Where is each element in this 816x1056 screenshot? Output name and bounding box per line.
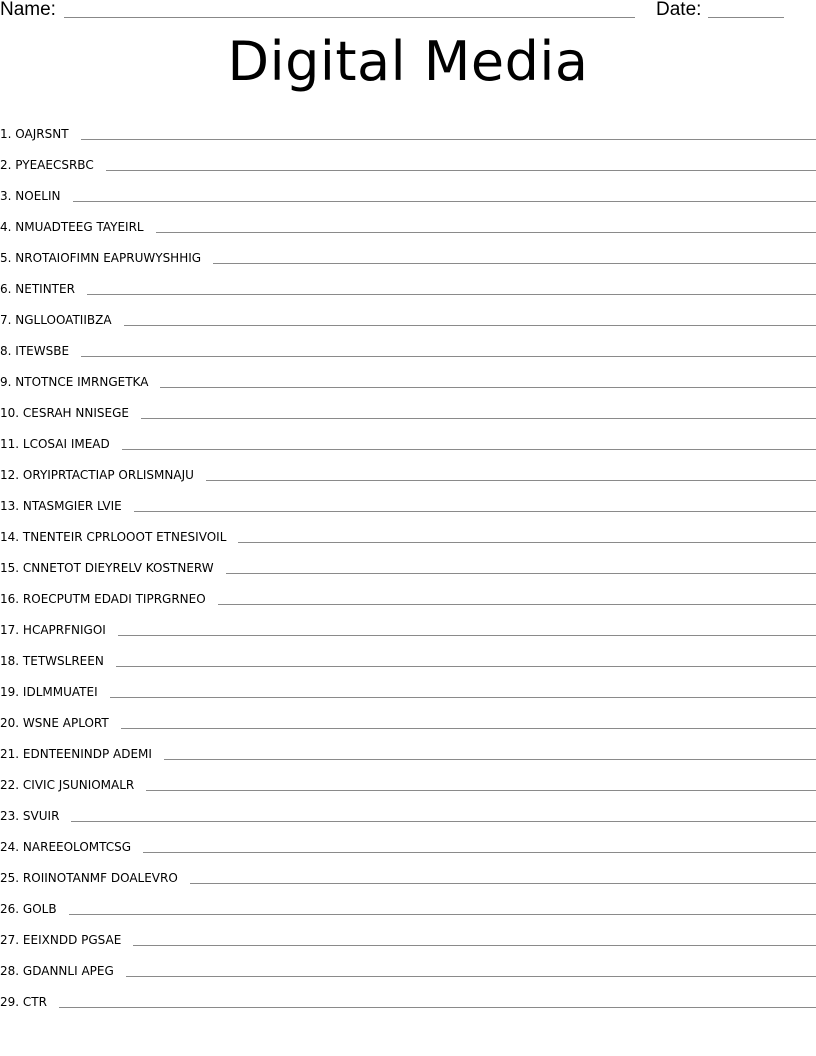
item-letters: LCOSAI IMEAD: [22, 437, 110, 451]
item-number: 2.: [0, 158, 12, 172]
item-letters: ROECPUTM EDADI TIPRGRNEO: [22, 592, 206, 606]
answer-line[interactable]: [213, 263, 816, 264]
scrambled-word: [0, 498, 122, 515]
answer-line[interactable]: [106, 170, 816, 171]
list-item: [0, 577, 816, 608]
item-letters: CTR: [22, 995, 47, 1009]
item-number: 27.: [0, 933, 20, 947]
item-number: 28.: [0, 964, 20, 978]
answer-line[interactable]: [118, 635, 816, 636]
item-number: 19.: [0, 685, 20, 699]
list-item: [0, 856, 816, 887]
list-item: [0, 174, 816, 205]
list-item: [0, 639, 816, 670]
list-item: [0, 329, 816, 360]
answer-line[interactable]: [238, 542, 816, 543]
scrambled-word: [0, 157, 94, 174]
item-letters: ITEWSBE: [15, 344, 70, 358]
list-item: [0, 887, 816, 918]
item-number: 14.: [0, 530, 20, 544]
item-letters: IDLMMUATEI: [22, 685, 98, 699]
item-letters: NTOTNCE IMRNGETKA: [15, 375, 149, 389]
item-letters: ORYIPRTACTIAP ORLISMNAJU: [22, 468, 194, 482]
list-item: [0, 360, 816, 391]
answer-line[interactable]: [160, 387, 816, 388]
list-item: [0, 112, 816, 143]
list-item: [0, 391, 816, 422]
list-item: [0, 546, 816, 577]
answer-line[interactable]: [156, 232, 816, 233]
scrambled-word-list: [0, 112, 816, 1011]
item-number: 22.: [0, 778, 20, 792]
answer-line[interactable]: [206, 480, 816, 481]
item-letters: NMUADTEEG TAYEIRL: [15, 220, 144, 234]
scrambled-word: [0, 653, 104, 670]
list-item: [0, 515, 816, 546]
scrambled-word: [0, 560, 214, 577]
item-letters: CESRAH NNISEGE: [22, 406, 129, 420]
item-letters: NETINTER: [15, 282, 75, 296]
answer-line[interactable]: [59, 1007, 816, 1008]
scrambled-word: [0, 994, 47, 1011]
scrambled-word: [0, 870, 178, 887]
answer-line[interactable]: [143, 852, 816, 853]
item-letters: PYEAECSRBC: [15, 158, 94, 172]
item-number: 6.: [0, 282, 12, 296]
scrambled-word: [0, 312, 112, 329]
item-letters: NOELIN: [15, 189, 61, 203]
list-item: [0, 143, 816, 174]
item-number: 8.: [0, 344, 12, 358]
item-letters: WSNE APLORT: [22, 716, 109, 730]
item-letters: SVUIR: [22, 809, 60, 823]
item-letters: NAREEOLOMTCSG: [22, 840, 132, 854]
list-item: [0, 670, 816, 701]
answer-line[interactable]: [134, 511, 816, 512]
item-number: 4.: [0, 220, 12, 234]
item-letters: TETWSLREEN: [22, 654, 104, 668]
item-number: 25.: [0, 871, 20, 885]
answer-line[interactable]: [164, 759, 816, 760]
item-number: 15.: [0, 561, 20, 575]
answer-line[interactable]: [121, 728, 816, 729]
answer-line[interactable]: [69, 914, 816, 915]
item-letters: CIVIC JSUNIOMALR: [22, 778, 135, 792]
item-letters: GOLB: [22, 902, 57, 916]
answer-line[interactable]: [71, 821, 816, 822]
page-title: Digital Media: [227, 30, 589, 93]
scrambled-word: [0, 746, 152, 763]
list-item: [0, 453, 816, 484]
item-number: 10.: [0, 406, 20, 420]
list-item: [0, 949, 816, 980]
scrambled-word: [0, 436, 110, 453]
answer-line[interactable]: [226, 573, 816, 574]
item-number: 11.: [0, 437, 20, 451]
name-answer-line[interactable]: [64, 17, 635, 18]
list-item: [0, 918, 816, 949]
item-letters: NROTAIOFIMN EAPRUWYSHHIG: [15, 251, 202, 265]
list-item: [0, 236, 816, 267]
scrambled-word: [0, 715, 109, 732]
item-number: 5.: [0, 251, 12, 265]
item-number: 17.: [0, 623, 20, 637]
scrambled-word: [0, 591, 206, 608]
scrambled-word: [0, 963, 114, 980]
item-letters: OAJRSNT: [15, 127, 69, 141]
item-letters: ROIINOTANMF DOALEVRO: [22, 871, 178, 885]
scrambled-word: [0, 374, 148, 391]
answer-line[interactable]: [122, 449, 816, 450]
list-item: [0, 732, 816, 763]
scrambled-word: [0, 839, 131, 856]
list-item: [0, 484, 816, 515]
scrambled-word: [0, 405, 129, 422]
scrambled-word: [0, 343, 69, 360]
item-letters: GDANNLI APEG: [22, 964, 114, 978]
list-item: [0, 205, 816, 236]
item-number: 9.: [0, 375, 12, 389]
scrambled-word: [0, 901, 57, 918]
list-item: [0, 608, 816, 639]
list-item: [0, 701, 816, 732]
answer-line[interactable]: [110, 697, 816, 698]
scrambled-word: [0, 126, 69, 143]
answer-line[interactable]: [81, 139, 816, 140]
scrambled-word: [0, 932, 121, 949]
worksheet-header: [0, 0, 816, 24]
scrambled-word: [0, 684, 98, 701]
answer-line[interactable]: [124, 325, 816, 326]
list-item: [0, 422, 816, 453]
answer-line[interactable]: [116, 666, 816, 667]
answer-line[interactable]: [73, 201, 816, 202]
item-number: 26.: [0, 902, 20, 916]
item-number: 18.: [0, 654, 20, 668]
item-number: 23.: [0, 809, 20, 823]
item-letters: TNENTEIR CPRLOOOT ETNESIVOIL: [22, 530, 227, 544]
list-item: [0, 825, 816, 856]
scrambled-word: [0, 250, 201, 267]
item-letters: EDNTEENINDP ADEMI: [22, 747, 152, 761]
answer-line[interactable]: [87, 294, 816, 295]
answer-line[interactable]: [218, 604, 816, 605]
item-letters: NTASMGIER LVIE: [22, 499, 122, 513]
answer-line[interactable]: [126, 976, 816, 977]
scrambled-word: [0, 467, 194, 484]
list-item: [0, 298, 816, 329]
item-letters: CNNETOT DIEYRELV KOSTNERW: [22, 561, 214, 575]
answer-line[interactable]: [133, 945, 816, 946]
item-number: 24.: [0, 840, 20, 854]
list-item: [0, 794, 816, 825]
item-number: 29.: [0, 995, 20, 1009]
list-item: [0, 763, 816, 794]
item-number: 12.: [0, 468, 20, 482]
item-number: 1.: [0, 127, 12, 141]
scrambled-word: [0, 777, 134, 794]
scrambled-word: [0, 622, 106, 639]
scrambled-word: [0, 529, 226, 546]
item-number: 7.: [0, 313, 12, 327]
list-item: [0, 267, 816, 298]
date-label: Date:: [656, 0, 702, 20]
item-number: 3.: [0, 189, 12, 203]
answer-line[interactable]: [141, 418, 816, 419]
answer-line[interactable]: [146, 790, 816, 791]
scrambled-word: [0, 808, 59, 825]
item-number: 20.: [0, 716, 20, 730]
date-answer-line[interactable]: [708, 17, 784, 18]
scrambled-word: [0, 281, 75, 298]
item-letters: EEIXNDD PGSAE: [22, 933, 122, 947]
item-letters: HCAPRFNIGOI: [22, 623, 106, 637]
item-number: 16.: [0, 592, 20, 606]
item-letters: NGLLOOATIIBZA: [15, 313, 112, 327]
item-number: 13.: [0, 499, 20, 513]
scrambled-word: [0, 188, 61, 205]
scrambled-word: [0, 219, 144, 236]
answer-line[interactable]: [81, 356, 816, 357]
item-number: 21.: [0, 747, 20, 761]
answer-line[interactable]: [190, 883, 816, 884]
list-item: [0, 980, 816, 1011]
name-label: Name:: [0, 0, 56, 20]
